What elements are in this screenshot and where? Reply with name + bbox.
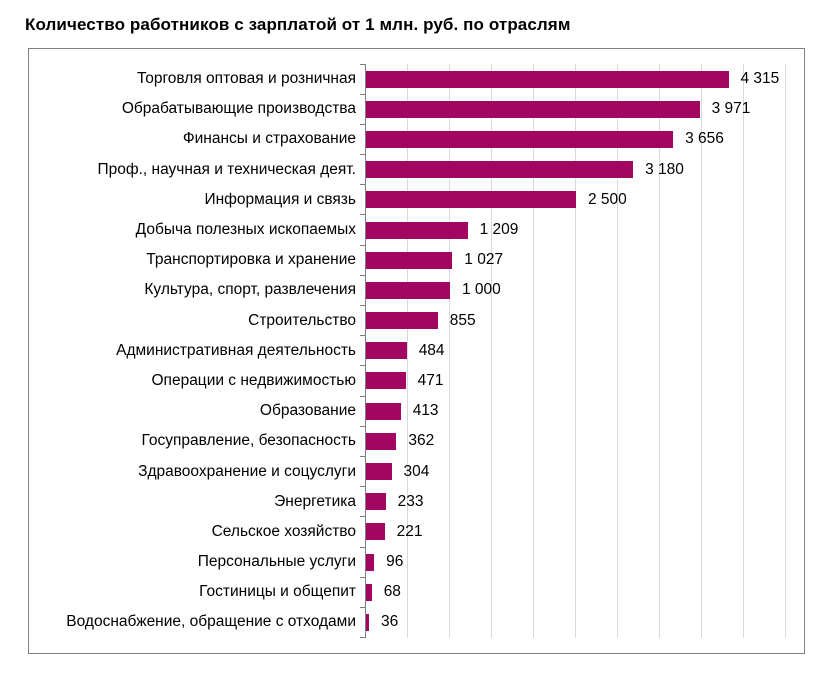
bar-row — [29, 155, 804, 185]
bar-row — [29, 487, 804, 517]
bar-zone — [365, 396, 804, 426]
bar — [366, 463, 392, 480]
category-label: Транспортировка и хранение — [146, 251, 356, 269]
bar-zone — [365, 547, 804, 577]
category-label: Водоснабжение, обращение с отходами — [66, 613, 356, 631]
plot-rows — [29, 64, 804, 638]
bar-zone — [365, 185, 804, 215]
bar — [366, 342, 407, 359]
bar-row — [29, 577, 804, 607]
bar-row — [29, 366, 804, 396]
value-label: 1 027 — [464, 251, 504, 269]
bar-zone — [365, 245, 804, 275]
bar — [366, 191, 576, 208]
bar — [366, 71, 729, 88]
value-label: 413 — [412, 402, 439, 420]
bar — [366, 584, 372, 601]
category-label: Строительство — [248, 311, 356, 329]
bar-row — [29, 64, 804, 94]
bar — [366, 312, 438, 329]
bar — [366, 131, 673, 148]
bar-row — [29, 456, 804, 486]
value-label: 4 315 — [740, 70, 780, 88]
bar-row — [29, 517, 804, 547]
bar-zone — [365, 64, 804, 94]
bar — [366, 161, 633, 178]
bar — [366, 282, 450, 299]
bar — [366, 252, 452, 269]
bar-row — [29, 215, 804, 245]
category-label: Торговля оптовая и розничная — [137, 70, 356, 88]
bar-row — [29, 396, 804, 426]
bar-row — [29, 94, 804, 124]
value-label: 484 — [418, 341, 445, 359]
value-label: 362 — [408, 432, 435, 450]
category-label: Гостиницы и общепит — [199, 583, 356, 601]
category-label: Энергетика — [274, 492, 356, 510]
bar-zone — [365, 306, 804, 336]
bar-zone — [365, 517, 804, 547]
bar-zone — [365, 275, 804, 305]
bar — [366, 101, 700, 118]
chart-frame — [28, 48, 805, 654]
category-label: Образование — [259, 402, 356, 420]
value-label: 3 656 — [685, 130, 724, 148]
value-label: 1 209 — [479, 221, 519, 239]
category-label: Операции с недвижимостью — [151, 371, 356, 389]
bar-zone — [365, 124, 804, 154]
value-label: 221 — [396, 522, 423, 540]
bar-row — [29, 245, 804, 275]
category-label: Культура, спорт, развлечения — [144, 281, 356, 299]
value-label: 3 971 — [711, 100, 751, 118]
bar — [366, 614, 369, 631]
category-label: Добыча полезных ископаемых — [135, 221, 356, 239]
bar — [366, 554, 374, 571]
value-label: 3 180 — [645, 160, 684, 178]
bar-row — [29, 124, 804, 154]
bar — [366, 493, 386, 510]
value-label: 471 — [417, 371, 444, 389]
bar-zone — [365, 487, 804, 517]
bar-row — [29, 185, 804, 215]
value-label: 1 000 — [462, 281, 501, 299]
value-label: 96 — [386, 553, 404, 571]
value-label: 68 — [383, 583, 401, 601]
category-label: Сельское хозяйство — [211, 522, 356, 540]
bar-row — [29, 336, 804, 366]
chart-title: Количество работников с зарплатой от 1 млн. руб. по отраслям — [25, 15, 571, 34]
category-label: Административная деятельность — [116, 341, 356, 359]
bar-zone — [365, 94, 804, 124]
bar-zone — [365, 456, 804, 486]
bar-row — [29, 426, 804, 456]
category-label: Здравоохранение и соцуслуги — [138, 462, 356, 480]
bar-zone — [365, 336, 804, 366]
bar-row — [29, 275, 804, 305]
bar-row — [29, 306, 804, 336]
bar-zone — [365, 215, 804, 245]
bar — [366, 222, 468, 239]
value-label: 36 — [381, 613, 399, 631]
bar-zone — [365, 426, 804, 456]
category-label: Обрабатывающие производства — [121, 100, 356, 118]
category-label: Госуправление, безопасность — [141, 432, 356, 450]
bar — [366, 433, 396, 450]
bar-zone — [365, 155, 804, 185]
bar-row — [29, 607, 804, 637]
value-label: 855 — [449, 311, 476, 329]
bar-row — [29, 547, 804, 577]
category-label: Проф., научная и техническая деят. — [97, 160, 356, 178]
category-label: Информация и связь — [204, 190, 356, 208]
bar — [366, 523, 385, 540]
category-label: Персональные услуги — [197, 553, 356, 571]
value-label: 233 — [397, 492, 424, 510]
bar-zone — [365, 607, 804, 637]
bar-zone — [365, 366, 804, 396]
bar — [366, 372, 406, 389]
bar — [366, 403, 401, 420]
category-label: Финансы и страхование — [182, 130, 356, 148]
bar-zone — [365, 577, 804, 607]
value-label: 304 — [403, 462, 430, 480]
value-label: 2 500 — [588, 190, 627, 208]
